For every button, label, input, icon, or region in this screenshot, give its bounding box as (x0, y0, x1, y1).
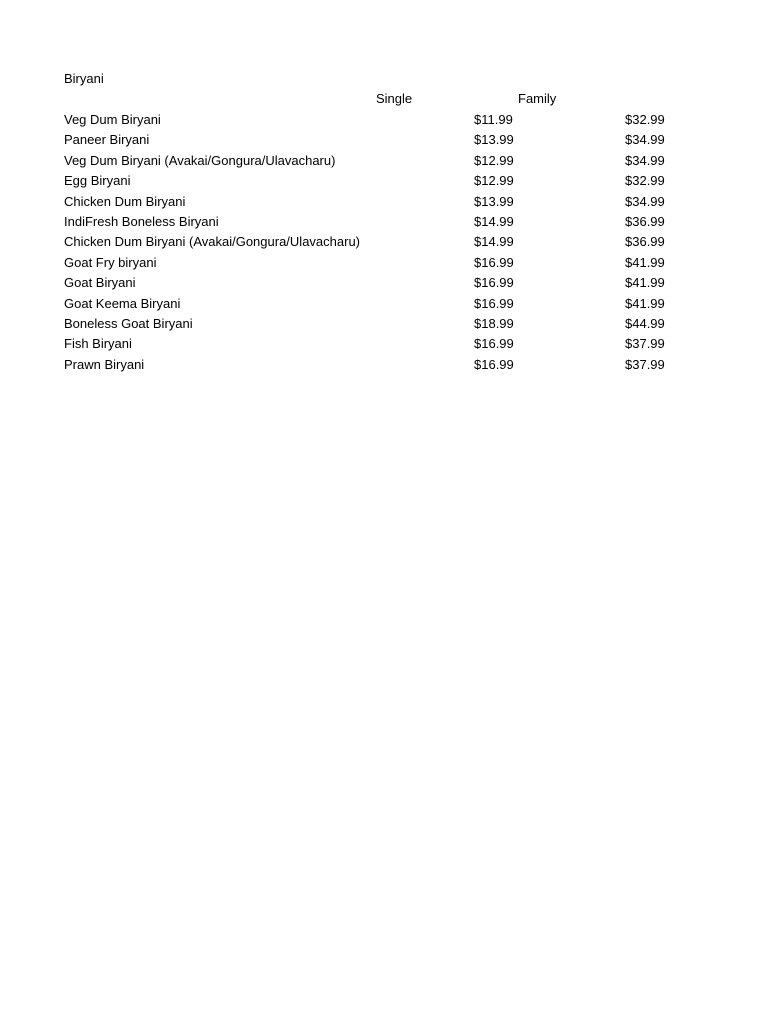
item-single-price: $16.99 (474, 254, 514, 270)
menu-item-row (0, 234, 768, 254)
menu-item-row (0, 112, 768, 132)
menu-item-row (0, 153, 768, 173)
item-name: Chicken Dum Biryani (Avakai/Gongura/Ulavacharu) (64, 234, 360, 250)
item-family-price: $44.99 (625, 315, 665, 331)
item-family-price: $37.99 (625, 336, 665, 352)
item-single-price: $12.99 (474, 173, 514, 189)
item-family-price: $41.99 (625, 275, 665, 291)
section-title: Biryani (64, 71, 104, 86)
item-family-price: $34.99 (625, 193, 665, 209)
menu-item-row (0, 132, 768, 152)
item-name: Goat Fry biryani (64, 254, 157, 270)
item-single-price: $14.99 (474, 213, 514, 229)
column-header-family: Family (518, 91, 557, 106)
menu-item-row (0, 316, 768, 336)
item-single-price: $16.99 (474, 275, 514, 291)
item-family-price: $36.99 (625, 234, 665, 250)
item-single-price: $18.99 (474, 315, 514, 331)
item-family-price: $41.99 (625, 254, 665, 270)
item-name: Boneless Goat Biryani (64, 315, 193, 331)
item-single-price: $12.99 (474, 152, 514, 168)
item-family-price: $41.99 (625, 295, 665, 311)
menu-item-row (0, 173, 768, 193)
item-single-price: $14.99 (474, 234, 514, 250)
item-single-price: $11.99 (474, 112, 513, 127)
item-name: Paneer Biryani (64, 132, 150, 148)
item-family-price: $32.99 (625, 112, 665, 127)
item-name: Prawn Biryani (64, 356, 145, 372)
item-family-price: $32.99 (625, 173, 665, 189)
menu-item-row (0, 214, 768, 234)
item-name: Chicken Dum Biryani (64, 193, 186, 209)
item-single-price: $16.99 (474, 356, 514, 372)
item-name: Goat Biryani (64, 275, 136, 291)
item-single-price: $16.99 (474, 336, 514, 352)
item-single-price: $13.99 (474, 193, 514, 209)
menu-item-row (0, 194, 768, 214)
menu-item-row (0, 275, 768, 295)
menu-item-list (0, 112, 768, 377)
menu-item-row (0, 357, 768, 377)
item-name: Veg Dum Biryani (Avakai/Gongura/Ulavacharu) (64, 152, 336, 168)
item-family-price: $36.99 (625, 213, 665, 229)
item-family-price: $34.99 (625, 152, 665, 168)
item-name: Goat Keema Biryani (64, 295, 181, 311)
item-family-price: $34.99 (625, 132, 665, 148)
item-name: Fish Biryani (64, 336, 132, 352)
menu-item-row (0, 255, 768, 275)
item-name: Egg Biryani (64, 173, 131, 189)
item-single-price: $13.99 (474, 132, 514, 148)
item-single-price: $16.99 (474, 295, 514, 311)
item-name: IndiFresh Boneless Biryani (64, 213, 219, 229)
item-name: Veg Dum Biryani (64, 112, 161, 127)
column-header-single: Single (376, 91, 413, 106)
menu-item-row (0, 336, 768, 356)
menu-item-row (0, 296, 768, 316)
item-family-price: $37.99 (625, 356, 665, 372)
